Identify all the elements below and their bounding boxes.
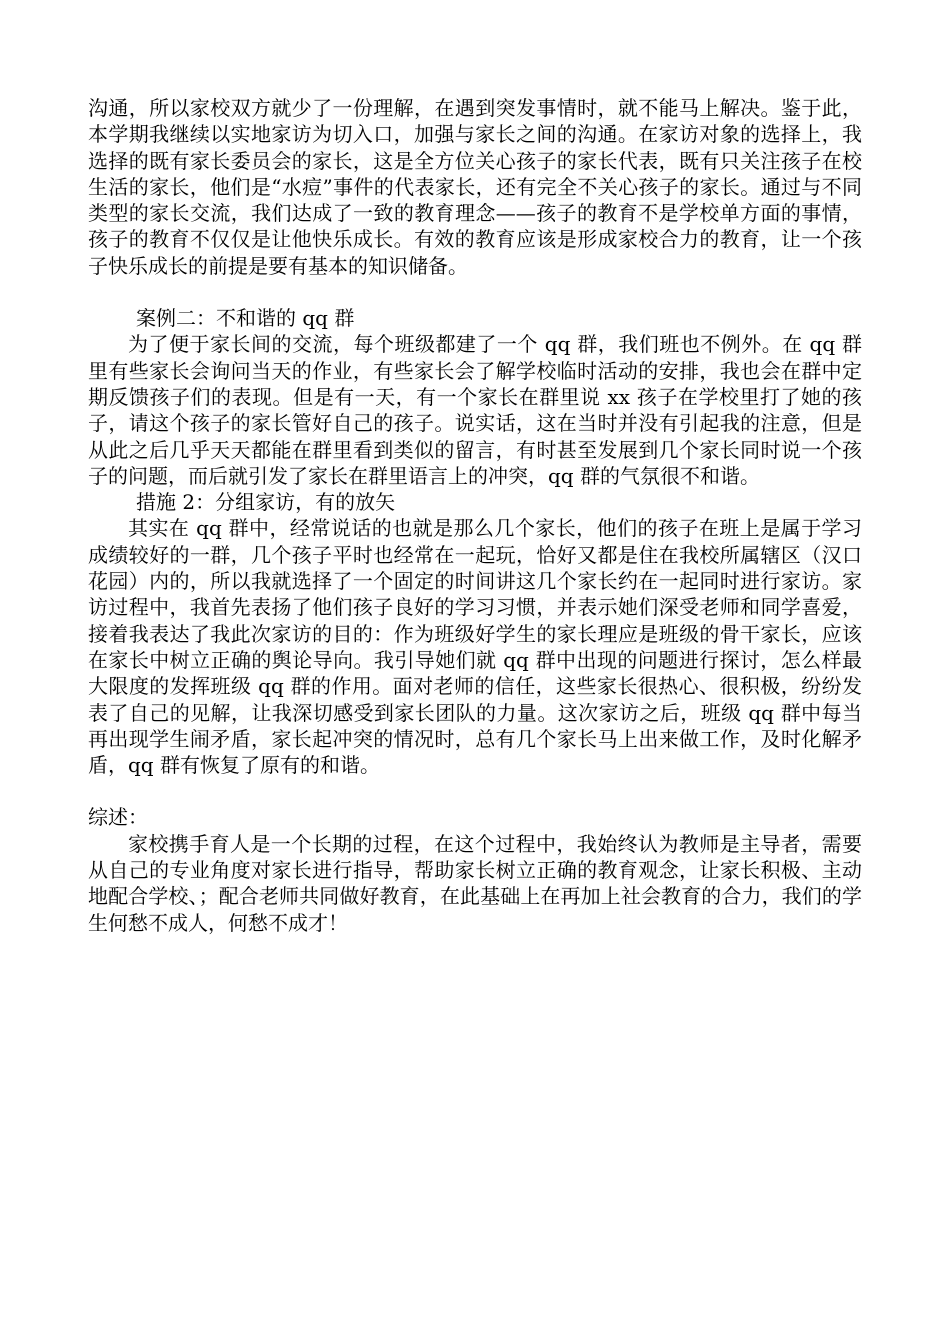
case-2-title: 案例二：不和谐的 qq 群 bbox=[136, 306, 355, 331]
measure-2-body: 其实在 qq 群中，经常说话的也就是那么几个家长，他们的孩子在班上是属于学习成绩较好的一群，几个孩子平时也经常在一起玩，恰好又都是住在我校所属辖区（汉口花园）内的，所以我就选择了一个固定的时间讲这几个家长约在一起同时进行家访。家访过程中，我首先表扬了他们孩子良好的学习习惯，并表示她们深受老师和同学喜爱，接着我表达了我此次家访的目的：作为班级好学生的家长理应是班级的骨干家长，应该在家长中树立正确的舆论导向。我引导她们就 qq 群中出现的问题进行探讨，怎么样最大限度的发挥班级 qq 群的作用。面对老师的信任，这些家长很热心、很积极，纷纷发表了自己的见解，让我深切感受到家长团队的力量。这次家访之后，班级 qq 群中每当再出现学生闹矛盾，家长起冲突的情况时，总有几个家长马上出来做工作，及时化解矛盾，qq 群有恢复了原有的和谐。 bbox=[88, 516, 862, 778]
summary-body: 家校携手育人是一个长期的过程，在这个过程中，我始终认为教师是主导者，需要从自己的专业角度对家长进行指导，帮助家长树立正确的教育观念，让家长积极、主动地配合学校、；配合老师共同做好教育，在此基础上在再加上社会教育的合力，我们的学生何愁不成人，何愁不成才！ bbox=[88, 831, 862, 935]
case-2-body: 为了便于家长间的交流，每个班级都建了一个 qq 群，我们班也不例外。在 qq 群里有些家长会询问当天的作业，有些家长会了解学校临时活动的安排，我也会在群中定期反馈孩子们的表现。但是有一天，有一个家长在群里说 xx 孩子在学校里打了她的孩子，请这个孩子的家长管好自己的孩子。说实话，这在当时并没有引起我的注意，但是从此之后几乎天天都能在群里看到类似的留言，有时甚至发展到几个家长同时说一个孩子的问题，而后就引发了家长在群里语言上的冲突，qq 群的气氛很不和谐。 bbox=[88, 332, 862, 488]
document-page bbox=[88, 95, 862, 936]
measure-2-title: 措施 2：分组家访，有的放矢 bbox=[136, 490, 396, 515]
summary-title: 综述： bbox=[88, 805, 148, 830]
paragraph-intro: 沟通，所以家校双方就少了一份理解，在遇到突发事情时，就不能马上解决。鉴于此，本学期我继续以实地家访为切入口，加强与家长之间的沟通。在家访对象的选择上，我选择的既有家长委员会的家长，这是全方位关心孩子的家长代表，既有只关注孩子在校生活的家长，他们是“水痘”事件的代表家长，还有完全不关心孩子的家长。通过与不同类型的家长交流，我们达成了一致的教育理念——孩子的教育不是学校单方面的事情，孩子的教育不仅仅是让他快乐成长。有效的教育应该是形成家校合力的教育，让一个孩子快乐成长的前提是要有基本的知识储备。 bbox=[88, 96, 862, 278]
